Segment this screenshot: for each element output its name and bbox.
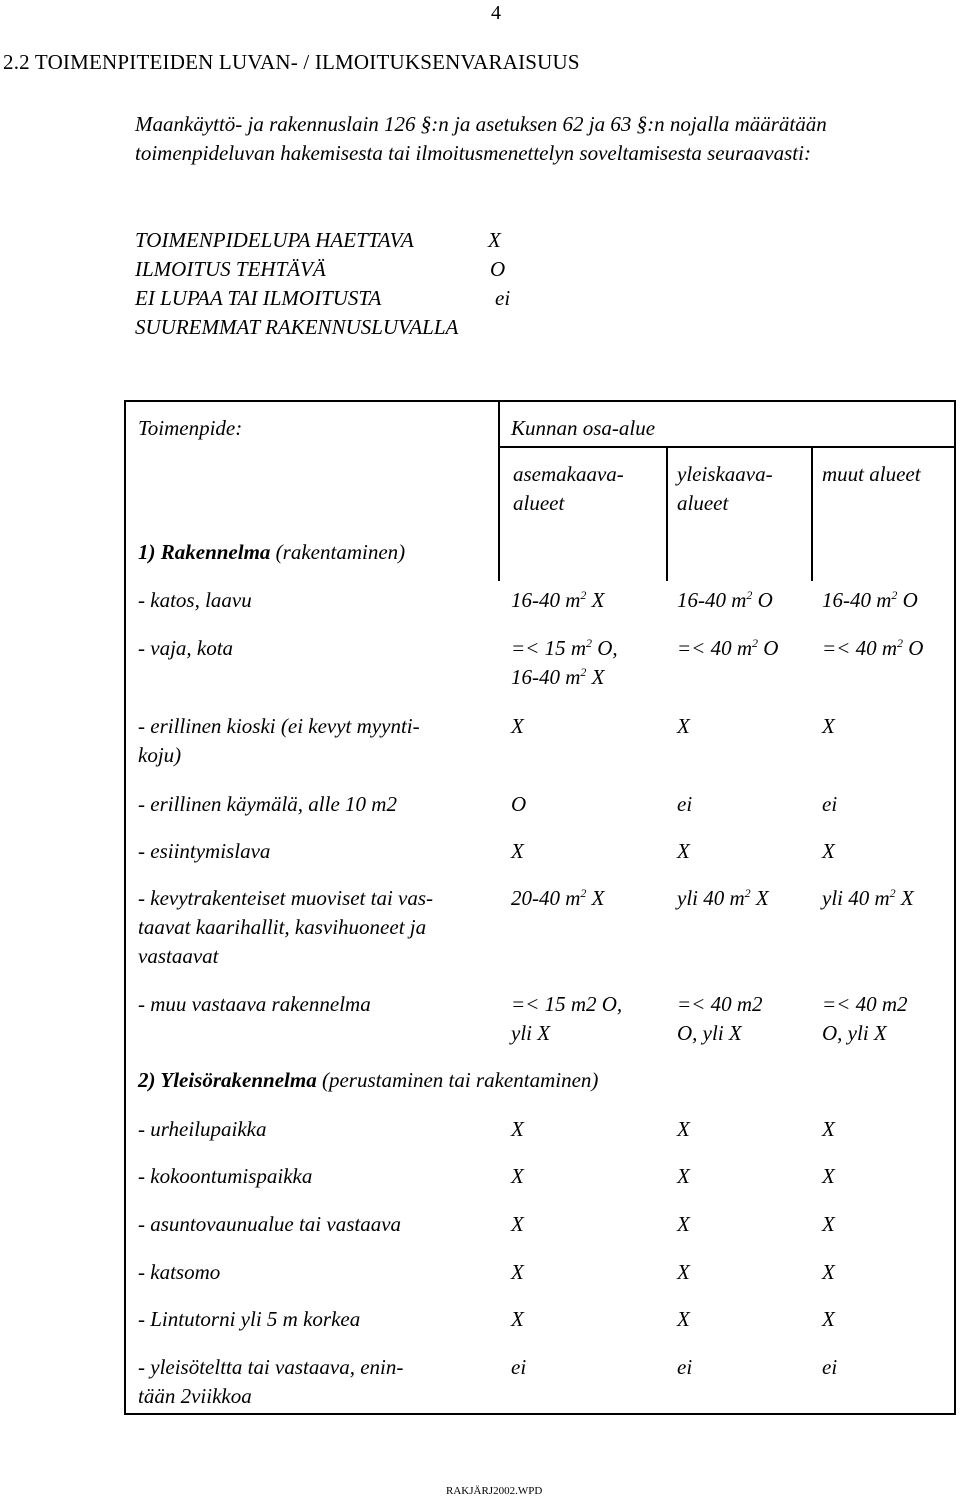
permit-requirement: X: [822, 1164, 835, 1188]
measure-name: - katos, laavu: [138, 588, 252, 612]
permit-requirement: =< 40 $m^2$ O: [822, 636, 924, 660]
measure-name: - muu vastaava rakennelma: [138, 992, 371, 1016]
legend-code: O: [490, 257, 506, 281]
footer-filename: RAKJÄRJ2002.WPD: [446, 1485, 543, 1497]
permit-table: [124, 400, 956, 1415]
permit-requirement: X: [677, 1212, 690, 1236]
table-divider: [666, 446, 668, 581]
group-header: Kunnan osa-alue: [511, 416, 656, 440]
area-header: yleiskaava- alueet: [677, 462, 773, 515]
permit-requirement: X: [677, 1164, 690, 1188]
permit-requirement: X: [677, 839, 690, 863]
permit-requirement: X: [677, 1307, 690, 1331]
permit-requirement: =< 15 $m^2$ O, 16-40 $m^2$ X: [511, 636, 618, 689]
permit-requirement: X: [677, 1117, 690, 1141]
table-divider: [811, 446, 813, 581]
legend-code: ei: [495, 286, 511, 310]
intro-line: toimenpideluvan hakemisesta tai ilmoitusmenettelyn soveltamisesta seuraavasti:: [135, 141, 811, 165]
permit-requirement: ei: [822, 1355, 838, 1379]
legend-label: SUUREMMAT RAKENNUSLUVALLA: [135, 315, 459, 339]
table-divider: [498, 446, 956, 448]
measure-name: - Lintutorni yli 5 m korkea: [138, 1307, 361, 1331]
permit-requirement: X: [822, 1260, 835, 1284]
measure-name: - vaja, kota: [138, 636, 234, 660]
measure-name: - esiintymislava: [138, 839, 271, 863]
measure-name: - yleisöteltta tai vastaava, enin- tään 2viikkoa: [138, 1355, 404, 1408]
area-header: muut alueet: [822, 462, 921, 486]
permit-requirement: yli 40 $m^2$ X: [677, 886, 769, 910]
measure-name: - kevytrakenteiset muoviset tai vas- taavat kaarihallit, kasvihuoneet ja vastaavat: [138, 886, 434, 968]
permit-requirement: X: [511, 1307, 524, 1331]
permit-requirement: X: [511, 839, 524, 863]
permit-requirement: X: [677, 714, 690, 738]
column-header: Toimenpide:: [138, 416, 243, 440]
measure-name: - urheilupaikka: [138, 1117, 267, 1141]
permit-requirement: =< 40 m2 O, yli X: [677, 992, 763, 1045]
page-number: 4: [491, 2, 501, 24]
permit-requirement: X: [677, 1260, 690, 1284]
permit-requirement: 16-40 $m^2$ O: [677, 588, 773, 612]
intro-paragraph: [135, 110, 827, 168]
permit-requirement: X: [511, 714, 524, 738]
section-heading: 2.2 TOIMENPITEIDEN LUVAN- / ILMOITUKSENVARAISUUS: [3, 50, 580, 74]
permit-requirement: =< 40 m2 O, yli X: [822, 992, 908, 1045]
permit-requirement: ei: [677, 792, 693, 816]
permit-requirement: X: [822, 839, 835, 863]
permit-requirement: X: [822, 714, 835, 738]
permit-requirement: 16-40 $m^2$ O: [822, 588, 918, 612]
legend-label: TOIMENPIDELUPA HAETTAVA: [135, 228, 414, 252]
permit-requirement: yli 40 $m^2$ X: [822, 886, 914, 910]
section-title: 2) Yleisörakennelma (perustaminen tai rakentaminen): [138, 1068, 599, 1092]
legend-label: EI LUPAA TAI ILMOITUSTA: [135, 286, 382, 310]
permit-requirement: X: [822, 1117, 835, 1141]
measure-name: - erillinen käymälä, alle 10 m2: [138, 792, 397, 816]
legend-label: ILMOITUS TEHTÄVÄ: [135, 257, 326, 281]
measure-name: - katsomo: [138, 1260, 221, 1284]
permit-requirement: X: [511, 1117, 524, 1141]
permit-requirement: ei: [822, 792, 838, 816]
permit-requirement: X: [822, 1307, 835, 1331]
permit-requirement: O: [511, 792, 527, 816]
permit-requirement: X: [511, 1164, 524, 1188]
permit-requirement: 16-40 $m^2$ X: [511, 588, 605, 612]
measure-name: - erillinen kioski (ei kevyt myynti- koju): [138, 714, 420, 767]
permit-requirement: X: [822, 1212, 835, 1236]
permit-requirement: ei: [677, 1355, 693, 1379]
legend-code: X: [488, 228, 501, 252]
permit-requirement: 20-40 $m^2$ X: [511, 886, 605, 910]
measure-name: - kokoontumispaikka: [138, 1164, 313, 1188]
measure-name: - asuntovaunualue tai vastaava: [138, 1212, 402, 1236]
area-header: asemakaava- alueet: [513, 462, 624, 515]
table-divider: [498, 402, 500, 581]
permit-requirement: ei: [511, 1355, 527, 1379]
section-title: 1) Rakennelma (rakentaminen): [138, 540, 406, 564]
permit-requirement: X: [511, 1260, 524, 1284]
intro-line: Maankäyttö- ja rakennuslain 126 §:n ja asetuksen 62 ja 63 §:n nojalla määrätään: [135, 112, 827, 136]
permit-requirement: =< 40 $m^2$ O: [677, 636, 779, 660]
permit-requirement: X: [511, 1212, 524, 1236]
permit-requirement: =< 15 m2 O, yli X: [511, 992, 623, 1045]
legend: [135, 226, 535, 346]
